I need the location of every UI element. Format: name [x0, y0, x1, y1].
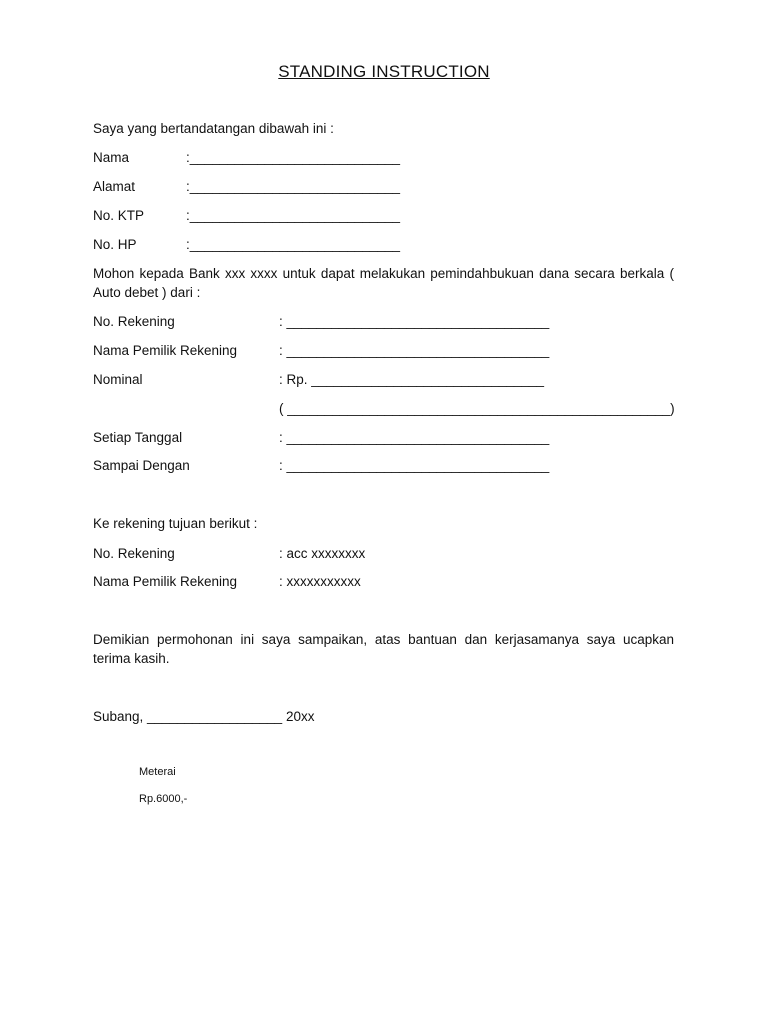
source-field-rekening: : ___________________________________ — [279, 314, 550, 329]
identity-field-ktp: :____________________________ — [186, 208, 400, 223]
destination-label-rekening: No. Rekening — [93, 546, 175, 561]
source-label-tanggal: Setiap Tanggal — [93, 430, 183, 445]
request-paragraph: Mohon kepada Bank xxx xxxx untuk dapat melakukan pemindahbukuan dana secara berkala ( Auto debet ) dari : — [93, 266, 674, 300]
stamp-value: Rp.6000,- — [139, 793, 188, 805]
source-field-nominal: : Rp. _______________________________ — [279, 372, 545, 387]
identity-label-alamat: Alamat — [93, 179, 136, 194]
source-label-nominal: Nominal — [93, 372, 143, 387]
source-field-terbilang: ( ___________________________________________________) — [279, 401, 675, 416]
place-date: Subang, __________________ 20xx — [93, 709, 315, 724]
intro-text: Saya yang bertandatangan dibawah ini : — [93, 121, 334, 136]
source-label-sampai: Sampai Dengan — [93, 458, 190, 473]
destination-field-pemilik: : xxxxxxxxxxx — [279, 574, 361, 589]
source-label-rekening: No. Rekening — [93, 314, 175, 329]
destination-intro: Ke rekening tujuan berikut : — [93, 516, 258, 531]
identity-label-ktp: No. KTP — [93, 208, 145, 223]
closing-paragraph: Demikian permohonan ini saya sampaikan, atas bantuan dan kerjasamanya saya ucapkan terima kasih. — [93, 632, 674, 666]
destination-label-pemilik: Nama Pemilik Rekening — [93, 574, 238, 589]
identity-label-nama: Nama — [93, 150, 130, 165]
source-field-pemilik: : ___________________________________ — [279, 343, 550, 358]
identity-label-hp: No. HP — [93, 237, 137, 252]
identity-field-nama: :____________________________ — [186, 150, 400, 165]
source-label-pemilik: Nama Pemilik Rekening — [93, 343, 238, 358]
source-field-sampai: : ___________________________________ — [279, 458, 550, 473]
source-field-tanggal: : ___________________________________ — [279, 430, 550, 445]
stamp-label: Meterai — [139, 766, 176, 778]
identity-field-hp: :____________________________ — [186, 237, 400, 252]
destination-field-rekening: : acc xxxxxxxx — [279, 546, 366, 561]
identity-field-alamat: :____________________________ — [186, 179, 400, 194]
document-title: STANDING INSTRUCTION — [278, 62, 490, 81]
